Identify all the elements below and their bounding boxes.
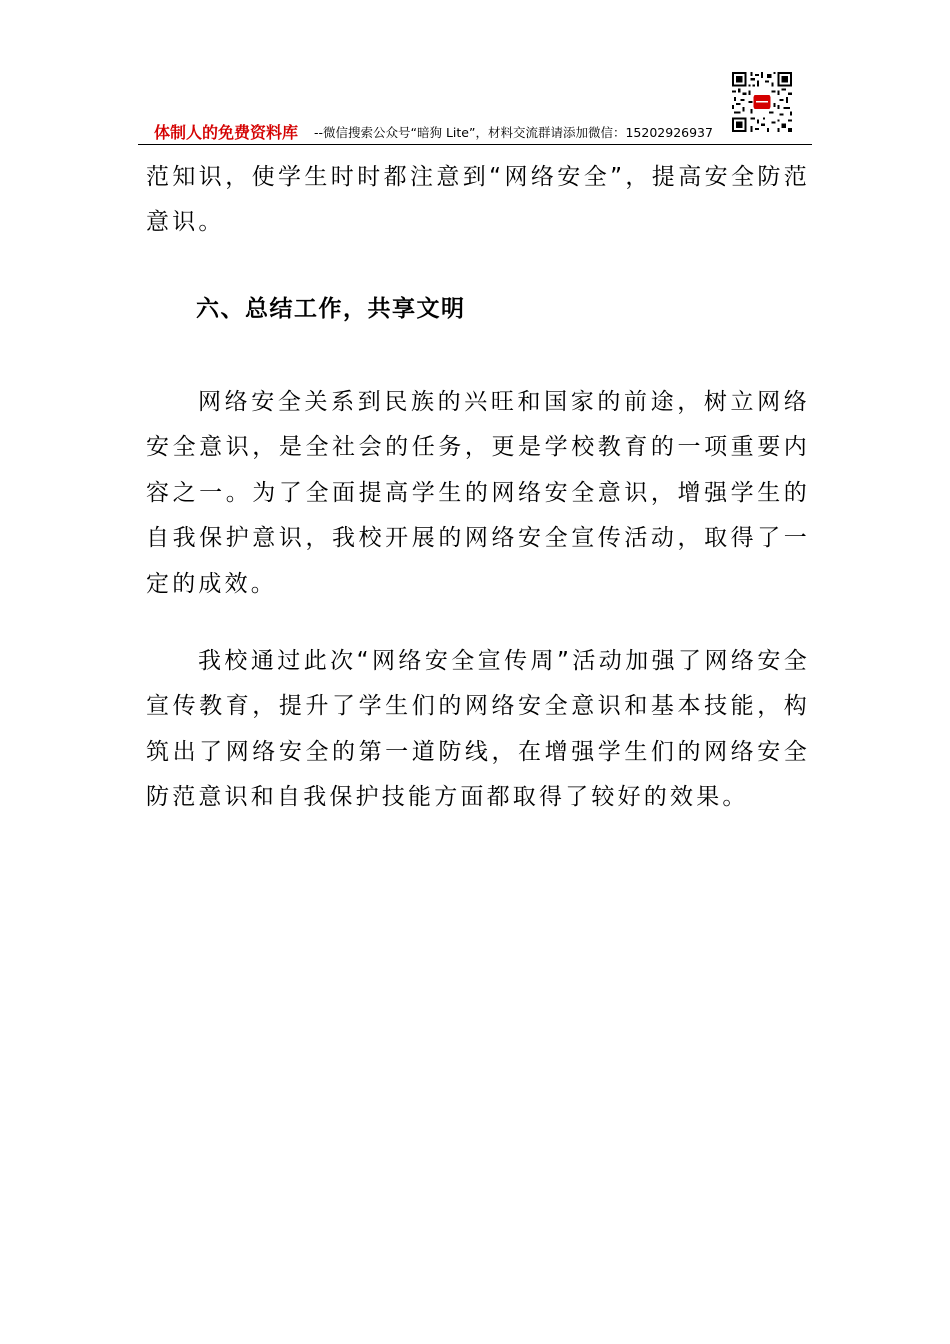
header-info: --微信搜索公众号“暗狗 Lite”，材料交流群请添加微信：15202926937 [314, 125, 713, 140]
header-brand: 体制人的免费资料库 [154, 123, 299, 142]
paragraph-2: 我校通过此次“网络安全宣传周”活动加强了网络安全宣传教育，提升了学生们的网络安全意识和基本技能，构筑出了网络安全的第一道防线，在增强学生们的网络安全防范意识和自我保护技能方面都取得了较好的效果。 [146, 648, 810, 811]
paragraph-1: 网络安全关系到民族的兴旺和国家的前途，树立网络安全意识，是全社会的任务，更是学校教育的一项重要内容之一。为了全面提高学生的网络安全意识，增强学生的自我保护意识，我校开展的网络安全宣传活动，取得了一定的成效。 [146, 389, 810, 597]
section-heading: 六、总结工作，共享文明 [196, 296, 466, 322]
page-header [138, 118, 812, 145]
continued-paragraph: 范知识，使学生时时都注意到“网络安全”，提高安全防范意识。 [146, 164, 810, 236]
